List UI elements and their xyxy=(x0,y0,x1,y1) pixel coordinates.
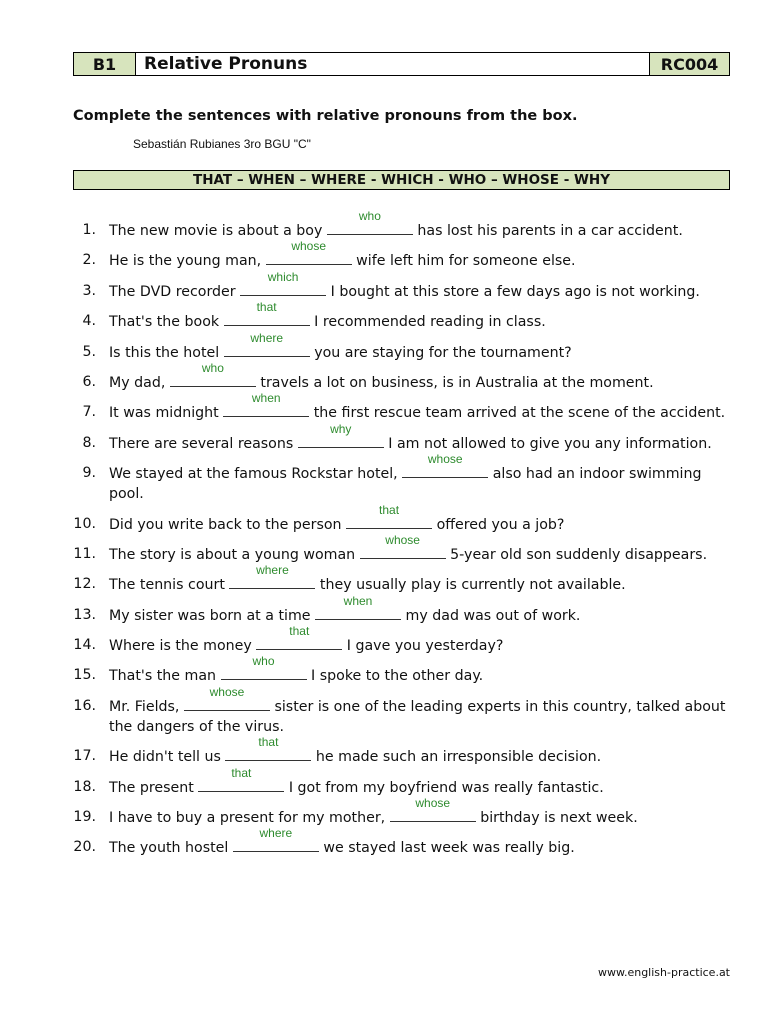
sentence-start: The new movie is about a boy xyxy=(109,223,327,239)
sentence-start: Where is the money xyxy=(109,638,257,655)
answer-text: who xyxy=(201,360,224,375)
sentence-end: I recommended reading in class. xyxy=(309,314,546,331)
sentence-end: I bought at this store a few days ago is not working. xyxy=(326,283,700,300)
answer-blank[interactable] xyxy=(327,209,413,235)
answer-blank[interactable] xyxy=(315,593,401,620)
exercise-item xyxy=(73,654,733,686)
sentence-end: also had an indoor swimming pool. xyxy=(109,466,702,503)
answer-text: when xyxy=(251,391,281,406)
sentence-end: birthday is next week. xyxy=(475,810,638,827)
sentence-end: you are staying for the tournament? xyxy=(309,344,572,361)
item-number: 7. xyxy=(82,404,96,421)
item-number: 11. xyxy=(73,545,96,562)
sentence-start: He didn't tell us xyxy=(109,749,226,766)
answer-text: that xyxy=(256,300,277,315)
sentence-end: sister is one of the leading experts in this country, talked about the dangers of the virus. xyxy=(109,698,726,735)
answer-text: where xyxy=(259,826,293,841)
exercise-item xyxy=(73,826,733,858)
exercise-item xyxy=(73,209,733,241)
sentence-end: we stayed last week was really big. xyxy=(318,840,575,857)
answer-blank[interactable] xyxy=(170,360,256,387)
answer-blank[interactable] xyxy=(221,654,307,680)
answer-text: whose xyxy=(415,796,451,811)
sentence-end: I spoke to the other day. xyxy=(306,668,484,685)
item-number: 8. xyxy=(82,434,96,451)
answer-text: where xyxy=(256,563,289,578)
word-box: THAT – WHEN – WHERE - WHICH - WHO – WHOSE - WHY xyxy=(73,170,730,190)
exercise-item xyxy=(73,502,733,535)
exercise-item xyxy=(73,765,733,798)
sentence-start: The tennis court xyxy=(109,577,230,594)
answer-blank[interactable] xyxy=(240,269,326,296)
sentence-end: he made such an irresponsible decision. xyxy=(311,749,602,766)
exercise-item xyxy=(73,563,733,595)
answer-blank[interactable] xyxy=(184,684,270,711)
sentence-start: We stayed at the famous Rockstar hotel, xyxy=(109,466,403,483)
answer-text: whose xyxy=(291,239,326,254)
item-number: 10. xyxy=(73,515,96,532)
sentence-end: 5-year old son suddenly disappears. xyxy=(445,546,708,563)
answer-text: that xyxy=(231,765,252,780)
answer-blank[interactable] xyxy=(256,624,342,650)
exercise-list xyxy=(73,209,733,868)
sentence-end: I gave you yesterday? xyxy=(342,638,504,655)
answer-blank[interactable] xyxy=(402,452,488,478)
sentence-start: That's the book xyxy=(109,314,224,331)
item-number: 13. xyxy=(73,606,96,623)
answer-blank[interactable] xyxy=(225,735,311,761)
item-number: 19. xyxy=(73,809,96,826)
answer-text: whose xyxy=(385,532,420,547)
exercise-item xyxy=(73,684,733,737)
sentence-start: My dad, xyxy=(109,374,170,391)
sentence-end: wife left him for someone else. xyxy=(351,253,576,270)
sentence-end: my dad was out of work. xyxy=(401,607,581,624)
sentence-end: I got from my boyfriend was really fantastic. xyxy=(284,779,604,796)
sentence-start: The present xyxy=(109,779,199,796)
item-number: 12. xyxy=(73,576,96,593)
answer-text: which xyxy=(267,269,299,284)
answer-blank[interactable] xyxy=(346,502,432,529)
exercise-item xyxy=(73,239,733,271)
answer-blank[interactable] xyxy=(390,796,476,822)
sentence-end: travels a lot on business, is in Australia at the moment. xyxy=(255,374,654,391)
exercise-item xyxy=(73,624,733,656)
item-number: 4. xyxy=(82,313,96,330)
answer-text: whose xyxy=(427,452,463,467)
sentence-start: Is this the hotel xyxy=(109,344,224,361)
item-number: 9. xyxy=(82,465,96,482)
student-name: Sebastián Rubianes 3ro BGU "C" xyxy=(133,137,311,151)
sentence-start: Did you write back to the person xyxy=(109,516,347,533)
item-number: 20. xyxy=(73,839,96,856)
sentence-start: The youth hostel xyxy=(109,840,233,857)
instruction-text: Complete the sentences with relative pronouns from the box. xyxy=(73,108,578,124)
exercise-item xyxy=(73,452,733,504)
sentence-start: I have to buy a present for my mother, xyxy=(109,810,390,827)
answer-text: who xyxy=(358,209,381,223)
item-number: 14. xyxy=(73,637,96,654)
answer-text: where xyxy=(250,330,284,345)
exercise-item xyxy=(73,532,733,565)
sentence-start: My sister was born at a time xyxy=(109,607,316,624)
sentence-start: He is the young man, xyxy=(109,253,266,270)
sentence-start: The DVD recorder xyxy=(109,283,241,300)
sentence-start: It was midnight xyxy=(109,405,224,422)
answer-text: when xyxy=(343,593,373,608)
answer-blank[interactable] xyxy=(198,765,284,792)
item-number: 2. xyxy=(82,252,96,269)
sentence-end: has lost his parents in a car accident. xyxy=(412,223,683,239)
worksheet-code: RC004 xyxy=(649,53,729,75)
sentence-start: There are several reasons xyxy=(109,435,298,452)
footer-url: www.english-practice.at xyxy=(597,966,730,979)
item-number: 17. xyxy=(73,748,96,765)
item-number: 6. xyxy=(82,373,96,390)
exercise-item xyxy=(73,300,733,332)
answer-text: who xyxy=(252,654,275,669)
item-number: 16. xyxy=(73,697,96,714)
answer-blank[interactable] xyxy=(229,563,315,589)
answer-text: that xyxy=(379,502,400,517)
exercise-item xyxy=(73,360,733,393)
answer-text: that xyxy=(258,735,279,750)
worksheet-header xyxy=(73,52,730,76)
sentence-end: offered you a job? xyxy=(432,516,565,533)
answer-blank[interactable] xyxy=(266,239,352,265)
exercise-item xyxy=(73,421,733,454)
level-badge: B1 xyxy=(74,53,136,75)
item-number: 1. xyxy=(82,222,96,238)
answer-blank[interactable] xyxy=(223,391,309,417)
sentence-start: The story is about a young woman xyxy=(109,546,360,563)
exercise-item xyxy=(73,269,733,302)
answer-text: whose xyxy=(209,684,245,699)
exercise-item xyxy=(73,796,733,828)
sentence-start: Mr. Fields, xyxy=(109,698,184,715)
answer-blank[interactable] xyxy=(224,330,310,357)
answer-blank[interactable] xyxy=(224,300,310,326)
sentence-end: the first rescue team arrived at the scene of the accident. xyxy=(309,405,726,422)
exercise-item xyxy=(73,593,733,626)
item-number: 5. xyxy=(82,343,96,360)
exercise-item xyxy=(73,391,733,423)
worksheet-title: Relative Pronuns xyxy=(144,54,308,74)
answer-text: why xyxy=(330,421,352,436)
answer-blank[interactable] xyxy=(233,826,319,852)
answer-blank[interactable] xyxy=(298,421,384,448)
item-number: 18. xyxy=(73,778,96,795)
sentence-end: I am not allowed to give you any information. xyxy=(383,435,712,452)
exercise-item xyxy=(73,735,733,767)
item-number: 3. xyxy=(82,282,96,299)
sentence-start: That's the man xyxy=(109,668,221,685)
item-number: 15. xyxy=(73,667,96,684)
answer-text: that xyxy=(289,624,310,639)
answer-blank[interactable] xyxy=(360,532,446,559)
sentence-end: they usually play is currently not available. xyxy=(315,577,626,594)
exercise-item xyxy=(73,330,733,363)
